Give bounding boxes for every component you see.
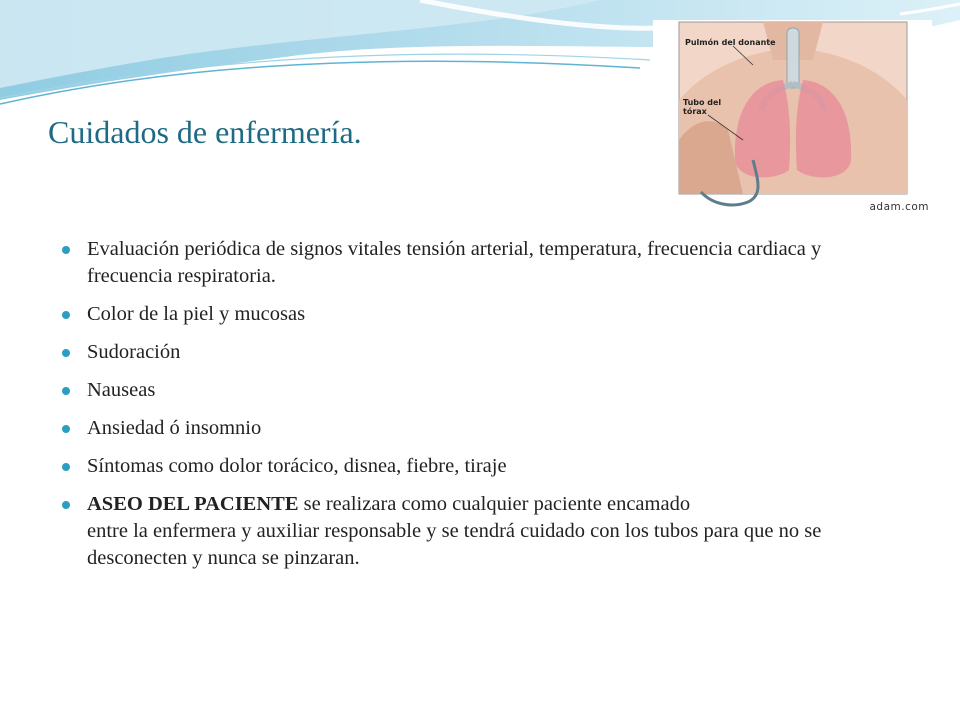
bullet-text-line1: se realizara como cualquier paciente encamado — [298, 493, 691, 515]
list-item: Nauseas — [62, 377, 882, 404]
lung-transplant-figure — [653, 20, 932, 219]
list-item: Ansiedad ó insomnio — [62, 415, 882, 442]
label-chest-tube: Tubo del tórax — [683, 98, 722, 116]
list-item: Sudoración — [62, 339, 882, 366]
figure-caption: adam.com — [869, 201, 929, 213]
bullet-text-line2: entre la enfermera y auxiliar responsable y se tendrá cuidado con los tubos para que no se desconecten y nunca se pinzaran. — [87, 520, 822, 569]
torso-illustration — [653, 20, 932, 219]
list-item — [62, 491, 882, 572]
label-donor-lung: Pulmón del donante — [685, 38, 776, 47]
bullet-list — [62, 236, 882, 583]
bullet-bold-lead: ASEO DEL PACIENTE — [87, 493, 299, 515]
list-item: Color de la piel y mucosas — [62, 301, 882, 328]
slide-title: Cuidados de enfermería. — [48, 114, 362, 150]
list-item: Evaluación periódica de signos vitales tensión arterial, temperatura, frecuencia cardiaca y frecuencia respiratoria. — [62, 236, 882, 290]
list-item: Síntomas como dolor torácico, disnea, fiebre, tiraje — [62, 453, 882, 480]
